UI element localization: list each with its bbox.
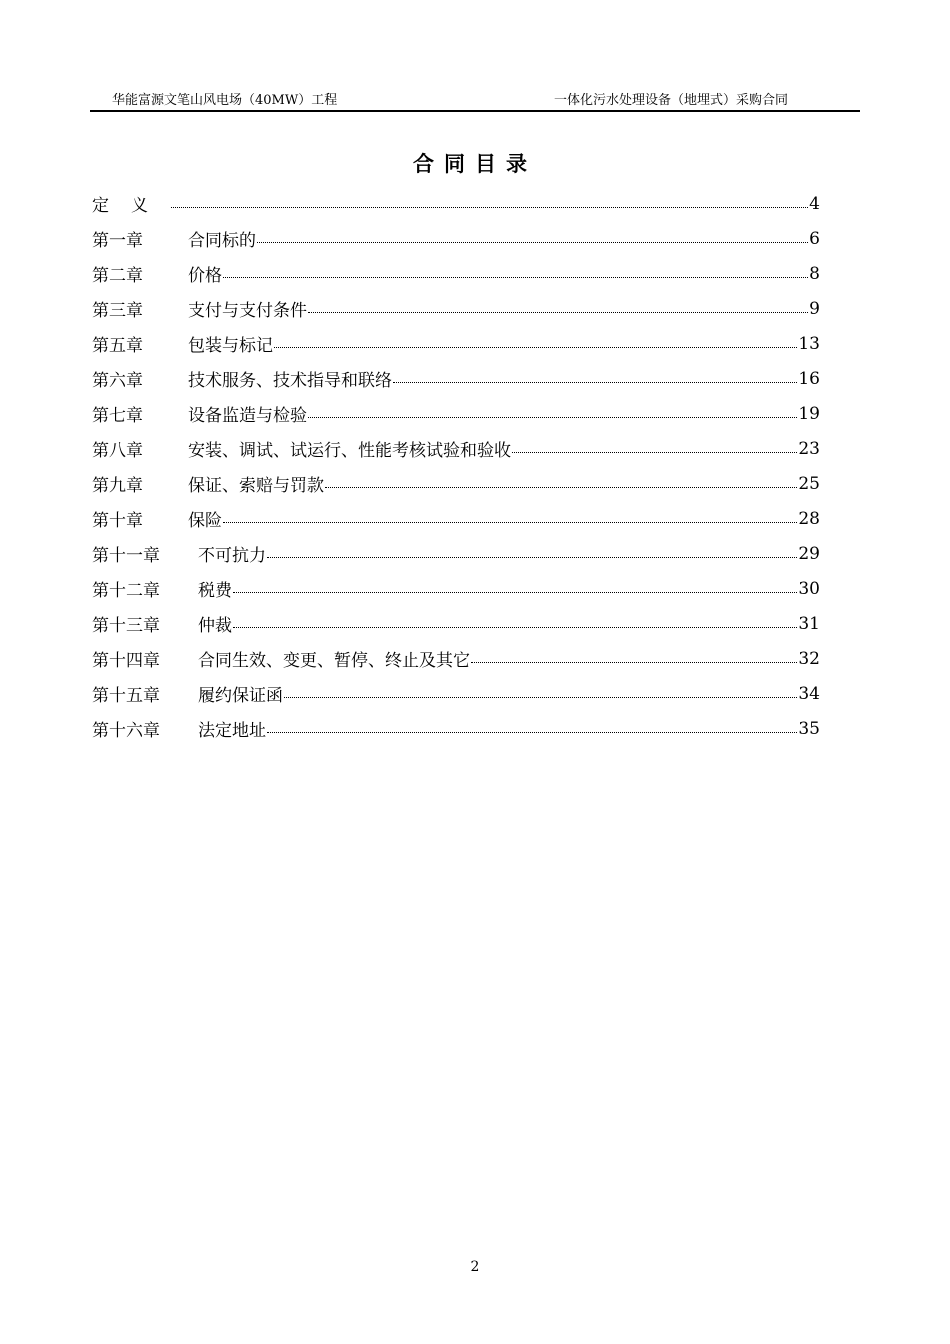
- toc-entry-name: 支付与支付条件: [188, 301, 307, 321]
- toc-chapter: 第二章: [92, 266, 143, 286]
- toc-chapter: 第七章: [92, 406, 143, 426]
- toc-page-number: 29: [798, 543, 820, 564]
- toc-entry-chapter-6[interactable]: [92, 361, 820, 396]
- toc-page-number: 13: [798, 333, 820, 354]
- toc-page-number: 23: [798, 438, 820, 459]
- toc-chapter: 第十三章: [92, 616, 160, 636]
- toc-entry-chapter-8[interactable]: [92, 431, 820, 466]
- toc-entry-name: 法定地址: [198, 721, 266, 741]
- toc-chapter: 第八章: [92, 441, 143, 461]
- toc-entry-chapter-15[interactable]: [92, 676, 820, 711]
- toc-entry-chapter-5[interactable]: [92, 326, 820, 361]
- toc-entry-name: 保险: [188, 511, 222, 531]
- toc-dot-leader: [284, 682, 797, 698]
- toc-page-number: 30: [798, 578, 820, 599]
- toc-dot-leader: [267, 542, 797, 558]
- toc-dot-leader: [393, 367, 797, 383]
- toc-entry-name: 履约保证函: [198, 686, 283, 706]
- toc-entry-name: 安装、调试、试运行、性能考核试验和验收: [188, 441, 511, 461]
- toc-entry-name: 价格: [188, 266, 222, 286]
- toc-entry-name: 包装与标记: [188, 336, 273, 356]
- toc-page-number: 25: [798, 473, 820, 494]
- toc-dot-leader: [267, 717, 797, 733]
- toc-page-number: 6: [809, 228, 820, 249]
- toc-chapter: 第三章: [92, 301, 143, 321]
- toc-chapter: 第十二章: [92, 581, 160, 601]
- toc-entry-chapter-9[interactable]: [92, 466, 820, 501]
- toc-entry-chapter-7[interactable]: [92, 396, 820, 431]
- toc-dot-leader: [223, 262, 808, 278]
- toc-dot-leader: [171, 192, 808, 208]
- toc-dot-leader: [512, 437, 797, 453]
- toc-dot-leader: [233, 577, 797, 593]
- toc-title: 合同目录: [413, 151, 537, 176]
- page-number: 2: [470, 1259, 480, 1275]
- toc-entry-chapter-2[interactable]: [92, 256, 820, 291]
- toc-page-number: 9: [809, 298, 820, 319]
- toc-chapter: 第六章: [92, 371, 143, 391]
- toc-entry-name: 合同标的: [188, 231, 256, 251]
- toc-page-number: 4: [809, 193, 820, 214]
- toc-entry-name: 不可抗力: [198, 546, 266, 566]
- toc-entry-name: 仲裁: [198, 616, 232, 636]
- toc-chapter: 第十章: [92, 511, 143, 531]
- toc-page-number: 16: [798, 368, 820, 389]
- toc-entry-name: 合同生效、变更、暂停、终止及其它: [198, 651, 470, 671]
- toc-page-number: 34: [798, 683, 820, 704]
- toc-dot-leader: [233, 612, 797, 628]
- header-project-name: 华能富源文笔山风电场（40MW）工程: [112, 93, 338, 108]
- toc-page-number: 28: [798, 508, 820, 529]
- toc-dot-leader: [223, 507, 797, 523]
- toc-chapter: 第十一章: [92, 546, 160, 566]
- toc-dot-leader: [471, 647, 797, 663]
- toc-entry-chapter-11[interactable]: [92, 536, 820, 571]
- toc-entry-chapter-12[interactable]: [92, 571, 820, 606]
- toc-dot-leader: [257, 227, 808, 243]
- toc-entry-chapter-16[interactable]: [92, 711, 820, 746]
- toc-chapter: 定义: [92, 196, 170, 216]
- toc-chapter: 第十四章: [92, 651, 160, 671]
- toc-dot-leader: [308, 297, 808, 313]
- toc-dot-leader: [325, 472, 797, 488]
- toc-chapter: 第五章: [92, 336, 143, 356]
- toc-page-number: 8: [809, 263, 820, 284]
- header-contract-name: 一体化污水处理设备（地埋式）采购合同: [553, 93, 788, 108]
- toc-page-number: 19: [798, 403, 820, 424]
- toc-chapter: 第一章: [92, 231, 143, 251]
- toc-entry-chapter-13[interactable]: [92, 606, 820, 641]
- toc-chapter: 第十五章: [92, 686, 160, 706]
- toc-entry-chapter-3[interactable]: [92, 291, 820, 326]
- toc-entry-chapter-10[interactable]: [92, 501, 820, 536]
- toc-page-number: 31: [798, 613, 820, 634]
- toc-entry-name: 设备监造与检验: [188, 406, 307, 426]
- toc-entry-chapter-1[interactable]: [92, 221, 820, 256]
- toc-entry-name: 技术服务、技术指导和联络: [188, 371, 392, 391]
- toc-page-number: 35: [798, 718, 820, 739]
- toc-chapter: 第十六章: [92, 721, 160, 741]
- page-header: [90, 92, 860, 112]
- toc-entry-chapter-14[interactable]: [92, 641, 820, 676]
- toc-entry-name: 保证、索赔与罚款: [188, 476, 324, 496]
- toc-entry-definition[interactable]: [92, 186, 820, 221]
- toc-list: [92, 186, 820, 746]
- toc-dot-leader: [274, 332, 797, 348]
- toc-entry-name: 税费: [198, 581, 232, 601]
- toc-chapter: 第九章: [92, 476, 143, 496]
- toc-page-number: 32: [798, 648, 820, 669]
- toc-dot-leader: [308, 402, 797, 418]
